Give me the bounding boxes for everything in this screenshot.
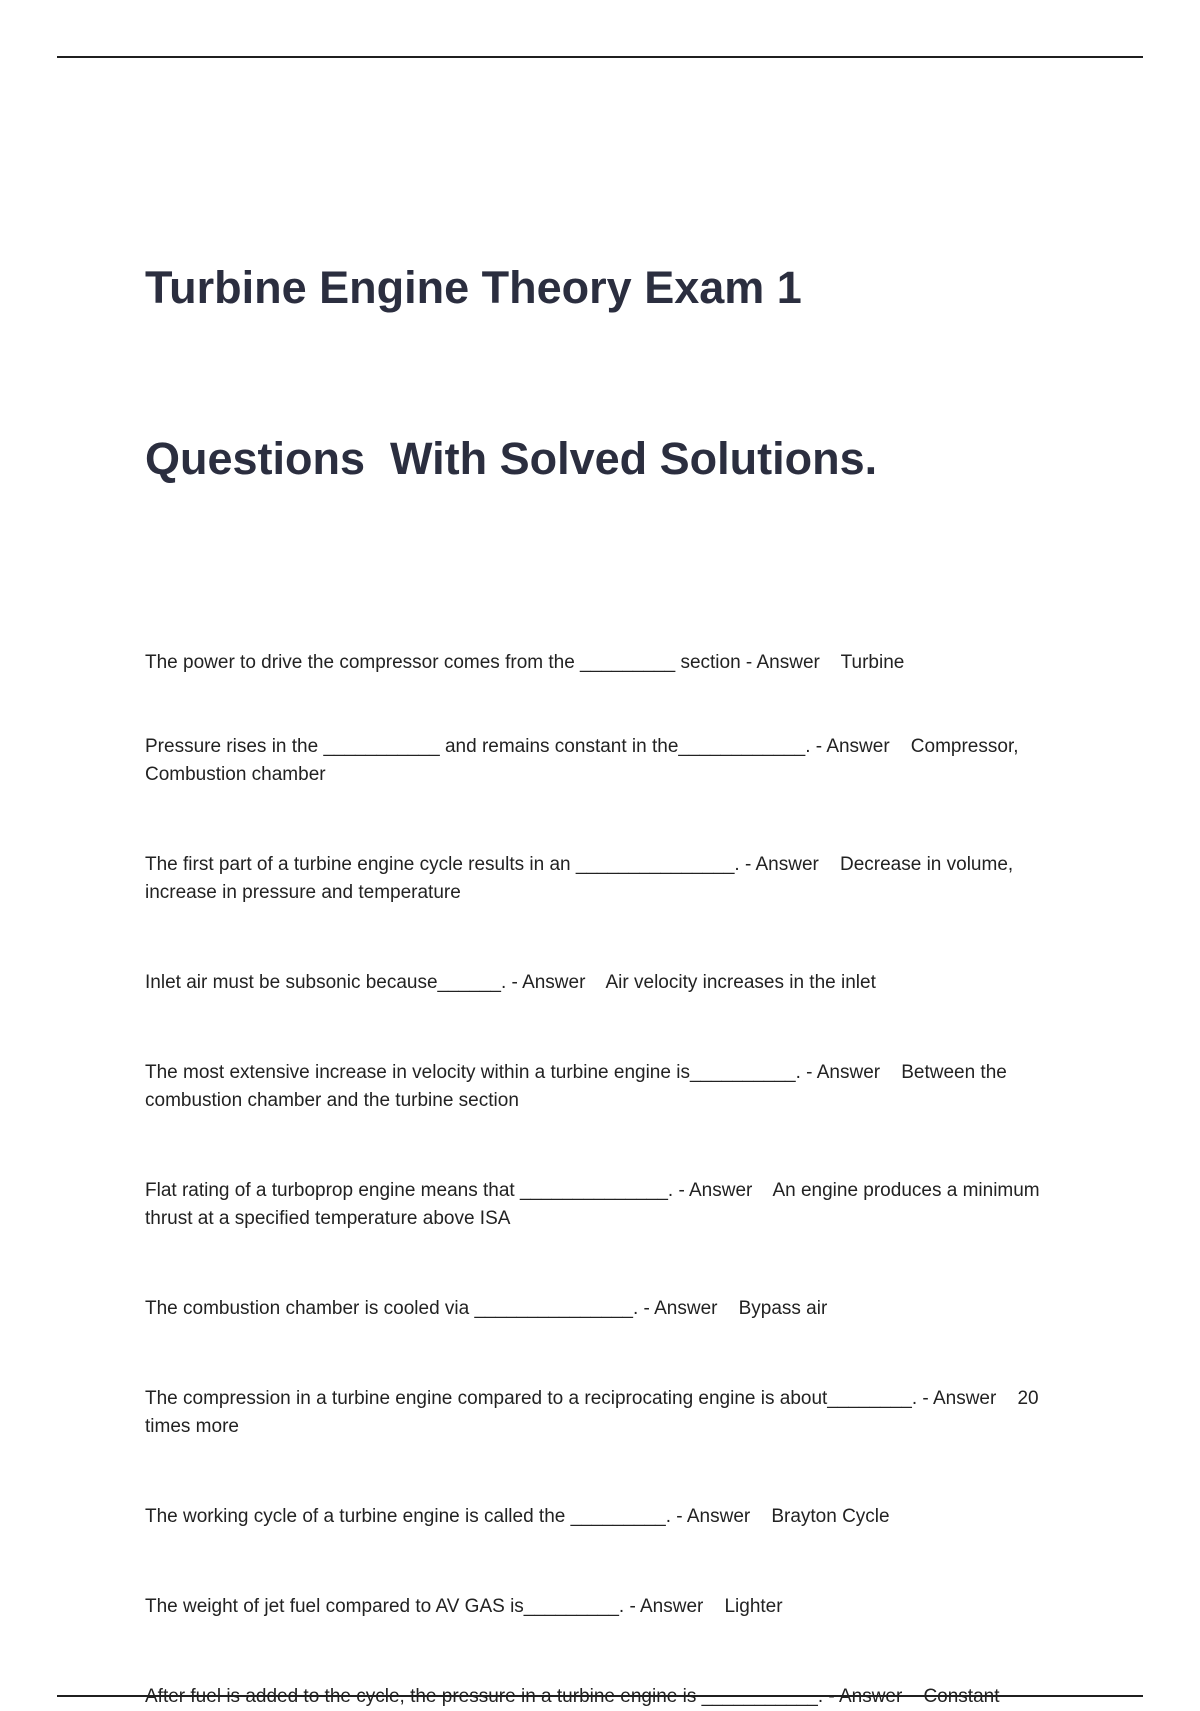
top-rule — [57, 56, 1143, 58]
document-body — [145, 145, 1070, 1711]
question-text: Flat rating of a turboprop engine means that ______________. — [145, 1180, 674, 1201]
answer-text: Decrease in volume, increase in pressure and temperature — [145, 854, 1019, 903]
question-text: The compression in a turbine engine compared to a reciprocating engine is about________. — [145, 1388, 918, 1409]
answer-marker: - Answer — [740, 652, 841, 673]
answer-text: Turbine — [840, 652, 905, 673]
qa-item-11 — [145, 1683, 1070, 1711]
document-title — [145, 145, 1070, 601]
qa-item-6 — [145, 1177, 1070, 1233]
question-text: The working cycle of a turbine engine is called the _________. — [145, 1506, 672, 1527]
qa-item-2 — [145, 733, 1070, 789]
answer-text: An engine produces a minimum thrust at a specified temperature above ISA — [145, 1180, 1045, 1229]
answer-marker: - Answer — [671, 1506, 772, 1527]
question-text: The power to drive the compressor comes from the _________ section — [145, 652, 741, 673]
qa-item-8 — [145, 1385, 1070, 1441]
question-answer-list — [145, 649, 1070, 1711]
question-text: Pressure rises in the ___________ and remains constant in the____________. — [145, 736, 811, 757]
qa-item-9 — [145, 1503, 1070, 1531]
answer-text: 20 times more — [145, 1388, 1044, 1437]
question-text: The most extensive increase in velocity within a turbine engine is__________. — [145, 1062, 801, 1083]
answer-marker: - Answer — [823, 1686, 924, 1707]
answer-text: Lighter — [724, 1596, 783, 1617]
answer-text: Between the combustion chamber and the turbine section — [145, 1062, 1013, 1111]
question-text: After fuel is added to the cycle, the pressure in a turbine engine is ___________. — [145, 1686, 824, 1707]
answer-text: Compressor, Combustion chamber — [145, 736, 1024, 785]
answer-text: Constant — [923, 1686, 1000, 1707]
qa-item-4 — [145, 969, 1070, 997]
question-text: The first part of a turbine engine cycle results in an _______________. — [145, 854, 740, 875]
question-text: Inlet air must be subsonic because______. — [145, 972, 507, 993]
answer-text: Bypass air — [738, 1298, 828, 1319]
title-line-2: Questions With Solved Solutions. — [145, 433, 878, 484]
title-line-1: Turbine Engine Theory Exam 1 — [145, 262, 802, 313]
qa-item-7 — [145, 1295, 1070, 1323]
qa-item-10 — [145, 1593, 1070, 1621]
answer-marker: - Answer — [800, 1062, 902, 1083]
question-text: The combustion chamber is cooled via _______________. — [145, 1298, 639, 1319]
answer-marker: - Answer — [673, 1180, 773, 1201]
answer-marker: - Answer — [739, 854, 840, 875]
answer-marker: - Answer — [624, 1596, 725, 1617]
answer-text: Brayton Cycle — [771, 1506, 890, 1527]
answer-marker: - Answer — [506, 972, 606, 993]
qa-item-5 — [145, 1059, 1070, 1115]
answer-text: Air velocity increases in the inlet — [605, 972, 876, 993]
answer-marker: - Answer — [810, 736, 911, 757]
qa-item-3 — [145, 851, 1070, 907]
bottom-rule — [57, 1695, 1143, 1697]
question-text: The weight of jet fuel compared to AV GAS is_________. — [145, 1596, 625, 1617]
answer-marker: - Answer — [638, 1298, 739, 1319]
qa-item-1 — [145, 649, 1070, 677]
answer-marker: - Answer — [917, 1388, 1018, 1409]
